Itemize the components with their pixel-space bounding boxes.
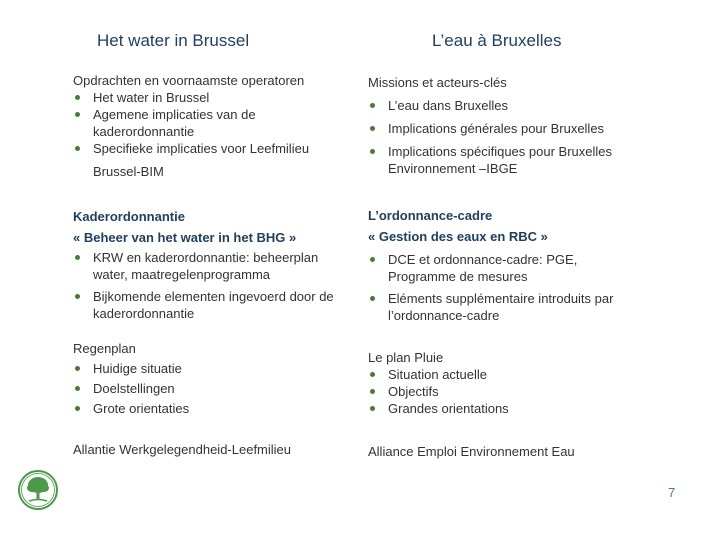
section-heading: Le plan Pluie bbox=[368, 350, 444, 365]
list-item: Specifieke implicaties voor Leefmilieu bbox=[73, 140, 353, 157]
bullet-list bbox=[368, 97, 648, 177]
section-heading: Kaderordonnantie bbox=[73, 209, 185, 224]
list-item: Grandes orientations bbox=[368, 400, 648, 417]
list-item: DCE et ordonnance-cadre: PGE, Programme de mesures bbox=[368, 251, 648, 285]
section-alliance bbox=[368, 443, 648, 460]
section-heading: Opdrachten en voornaamste operatoren bbox=[73, 73, 305, 88]
title-dutch: Het water in Brussel bbox=[97, 31, 250, 50]
column-french bbox=[368, 0, 648, 540]
section-subheading: « Gestion des eaux en RBC » bbox=[368, 229, 548, 244]
bullet-list bbox=[368, 251, 648, 324]
list-item: Objectifs bbox=[368, 383, 648, 400]
section-kaderordonnantie bbox=[73, 208, 353, 327]
section-ordonnance-cadre bbox=[368, 207, 648, 329]
list-item: Situation actuelle bbox=[368, 366, 648, 383]
list-item: Agemene implicaties van de kaderordonnantie bbox=[73, 106, 353, 140]
section-heading: Allantie Werkgelegendheid-Leefmilieu bbox=[73, 442, 292, 457]
section-plan-pluie bbox=[368, 349, 648, 417]
title-french: L’eau à Bruxelles bbox=[432, 31, 562, 50]
page-number: 7 bbox=[668, 485, 676, 500]
section-heading: Missions et acteurs-clés bbox=[368, 75, 507, 90]
bullet-list bbox=[368, 366, 648, 417]
list-item: Grote orientaties bbox=[73, 400, 353, 417]
list-item: Doelstellingen bbox=[73, 380, 353, 397]
list-item: Implications spécifiques pour Bruxelles Environnement –IBGE bbox=[368, 143, 648, 177]
list-item: Eléments supplémentaire introduits par l’ordonnance-cadre bbox=[368, 290, 648, 324]
section-subheading: « Beheer van het water in het BHG » bbox=[73, 230, 297, 245]
tree-logo-icon bbox=[17, 469, 59, 511]
section-opdrachten bbox=[73, 72, 353, 180]
list-item: Het water in Brussel bbox=[73, 89, 353, 106]
section-heading: Regenplan bbox=[73, 341, 136, 356]
list-item: Huidige situatie bbox=[73, 360, 353, 377]
section-missions bbox=[368, 74, 648, 177]
section-heading: L’ordonnance-cadre bbox=[368, 208, 493, 223]
section-heading: Alliance Emploi Environnement Eau bbox=[368, 444, 575, 459]
list-item: KRW en kaderordonnantie: beheerplan water, maatregelenprogramma bbox=[73, 249, 353, 283]
list-item: L’eau dans Bruxelles bbox=[368, 97, 648, 114]
list-item: Bijkomende elementen ingevoerd door de kaderordonnantie bbox=[73, 288, 353, 322]
column-dutch bbox=[73, 0, 353, 540]
list-item: Implications générales pour Bruxelles bbox=[368, 120, 648, 137]
bullet-list bbox=[73, 249, 353, 322]
bullet-list bbox=[73, 360, 353, 417]
bullet-list bbox=[73, 89, 353, 157]
section-regenplan bbox=[73, 340, 353, 417]
section-alliantie bbox=[73, 441, 353, 458]
list-item-continuation: Brussel-BIM bbox=[93, 164, 164, 179]
